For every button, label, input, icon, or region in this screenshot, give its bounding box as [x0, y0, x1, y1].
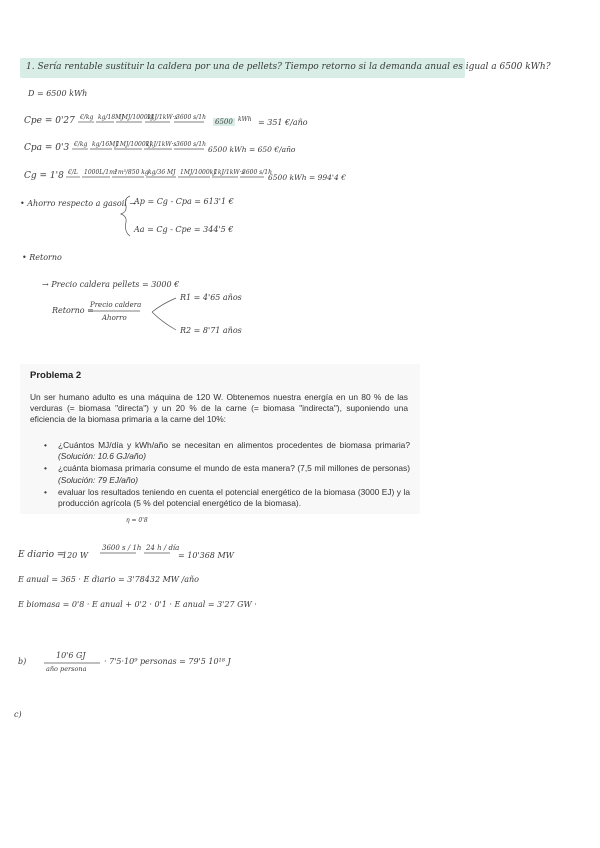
problem2-bullet-2: • ¿cuánta biomasa primaria consume el mundo de esta manera? (7,5 mil millones de personas) (Solución: 79 EJ/año) [44, 463, 410, 485]
cpa-f2: 1MJ/1000kJ [116, 141, 152, 148]
cpe-f0: €/kg [80, 114, 94, 121]
b-result: · 7'5·10⁹ personas = 79'5 10¹⁸ J [104, 657, 231, 666]
cg-f2: 1m³/850 kg [114, 169, 149, 176]
b-numerator: 10'6 GJ [56, 651, 86, 660]
return-numerator: Precio caldera [90, 301, 142, 309]
b-denominator: año persona [46, 665, 87, 673]
cpa-f1: kg/16MJ [92, 141, 118, 148]
part-c-label: c) [14, 710, 22, 719]
e-biomasa: E biomasa = 0'8 · E anual + 0'2 · 0'1 · E anual = 3'27 GW · [18, 600, 257, 609]
cpa-f3: 1kJ/1kW·s [146, 141, 177, 148]
cg-f5: 1kJ/1kW·s [214, 169, 245, 176]
cg-label: Cg = 1'8 [24, 171, 64, 181]
eta-note: η = 0'8 [126, 517, 148, 524]
cg-rest: 6500 kWh = 994'4 € [268, 173, 346, 182]
cpe-result: = 351 €/año [258, 118, 308, 127]
cpe-f1: kg/18MJ [98, 114, 124, 121]
cg-f6: 3600 s/1h [242, 169, 272, 176]
cpa-rest: 6500 kWh = 650 €/año [208, 145, 296, 154]
cpe-f5: 6500 [215, 118, 233, 126]
e-diario-f2: 24 h / día [146, 544, 180, 552]
return-label: • Retorno [22, 253, 62, 262]
cpa-f4: 3600 s/1h [176, 141, 206, 148]
problem2-title: Problema 2 [30, 370, 82, 381]
problem2-bullet-1: • ¿Cuántos MJ/día y kWh/año se necesitan en alimentos procedentes de biomasa primaria? (Solución: 10.6 GJ/año) [44, 440, 410, 462]
return-r1: R1 = 4'65 años [180, 293, 242, 302]
e-diario-result: = 10'368 MW [178, 551, 234, 560]
e-diario-label: E diario = [18, 550, 65, 560]
demand-line: D = 6500 kWh [28, 89, 88, 98]
problem2-bullet-3: • evaluar los resultados teniendo en cuenta el potencial energético de la biomasa (3000 EJ) y la producción agrícola (5 % del potencial energético de la biomasa). [44, 487, 410, 509]
cpa-f0: €/kg [74, 141, 88, 148]
return-denominator: Ahorro [102, 314, 127, 322]
cpa-label: Cpa = 0'3 [24, 143, 70, 153]
question-1: 1. Sería rentable sustituir la caldera por una de pellets? Tiempo retorno si la demanda anual es igual a 6500 kWh? [26, 62, 551, 72]
e-diario-power: 120 W [62, 551, 89, 560]
e-diario-f1: 3600 s / 1h [102, 544, 142, 552]
part-b-label: b) [18, 657, 27, 666]
cpe-f3: 1kJ/1kW·s [147, 114, 178, 121]
cpe-f4: 3600 s/1h [176, 114, 206, 121]
cpe-unit: kWh [238, 116, 252, 123]
return-formula-left: Retorno = [52, 306, 94, 315]
return-r2: R2 = 8'71 años [180, 326, 242, 335]
cpe-label: Cpe = 0'27 [24, 116, 75, 126]
price-line: → Precio caldera pellets = 3000 € [42, 280, 180, 289]
cpe-f2: 1MJ/1000kJ [118, 114, 154, 121]
cg-f0: €/L [68, 169, 78, 176]
e-anual: E anual = 365 · E diario = 3'78432 MW /año [18, 575, 199, 584]
cg-f1: 1000L/1m³ [84, 169, 118, 176]
cg-f3: kg/36 MJ [148, 169, 176, 176]
cg-f4: 1MJ/1000kJ [180, 169, 216, 176]
savings-label: • Ahorro respecto a gasoil → [20, 199, 137, 208]
saving-pellets: Ap = Cg - Cpa = 613'1 € [134, 197, 234, 206]
saving-astillas: Aa = Cg - Cpe = 344'5 € [134, 225, 234, 234]
problem2-intro: Un ser humano adulto es una máquina de 120 W. Obtenemos nuestra energía en un 80 % de las verduras (= biomasa "directa") y un 20 % de la carne (= biomasa "indirecta"), suponiendo una eficiencia de la biomasa primaria a la carne del 10%: [30, 392, 408, 425]
